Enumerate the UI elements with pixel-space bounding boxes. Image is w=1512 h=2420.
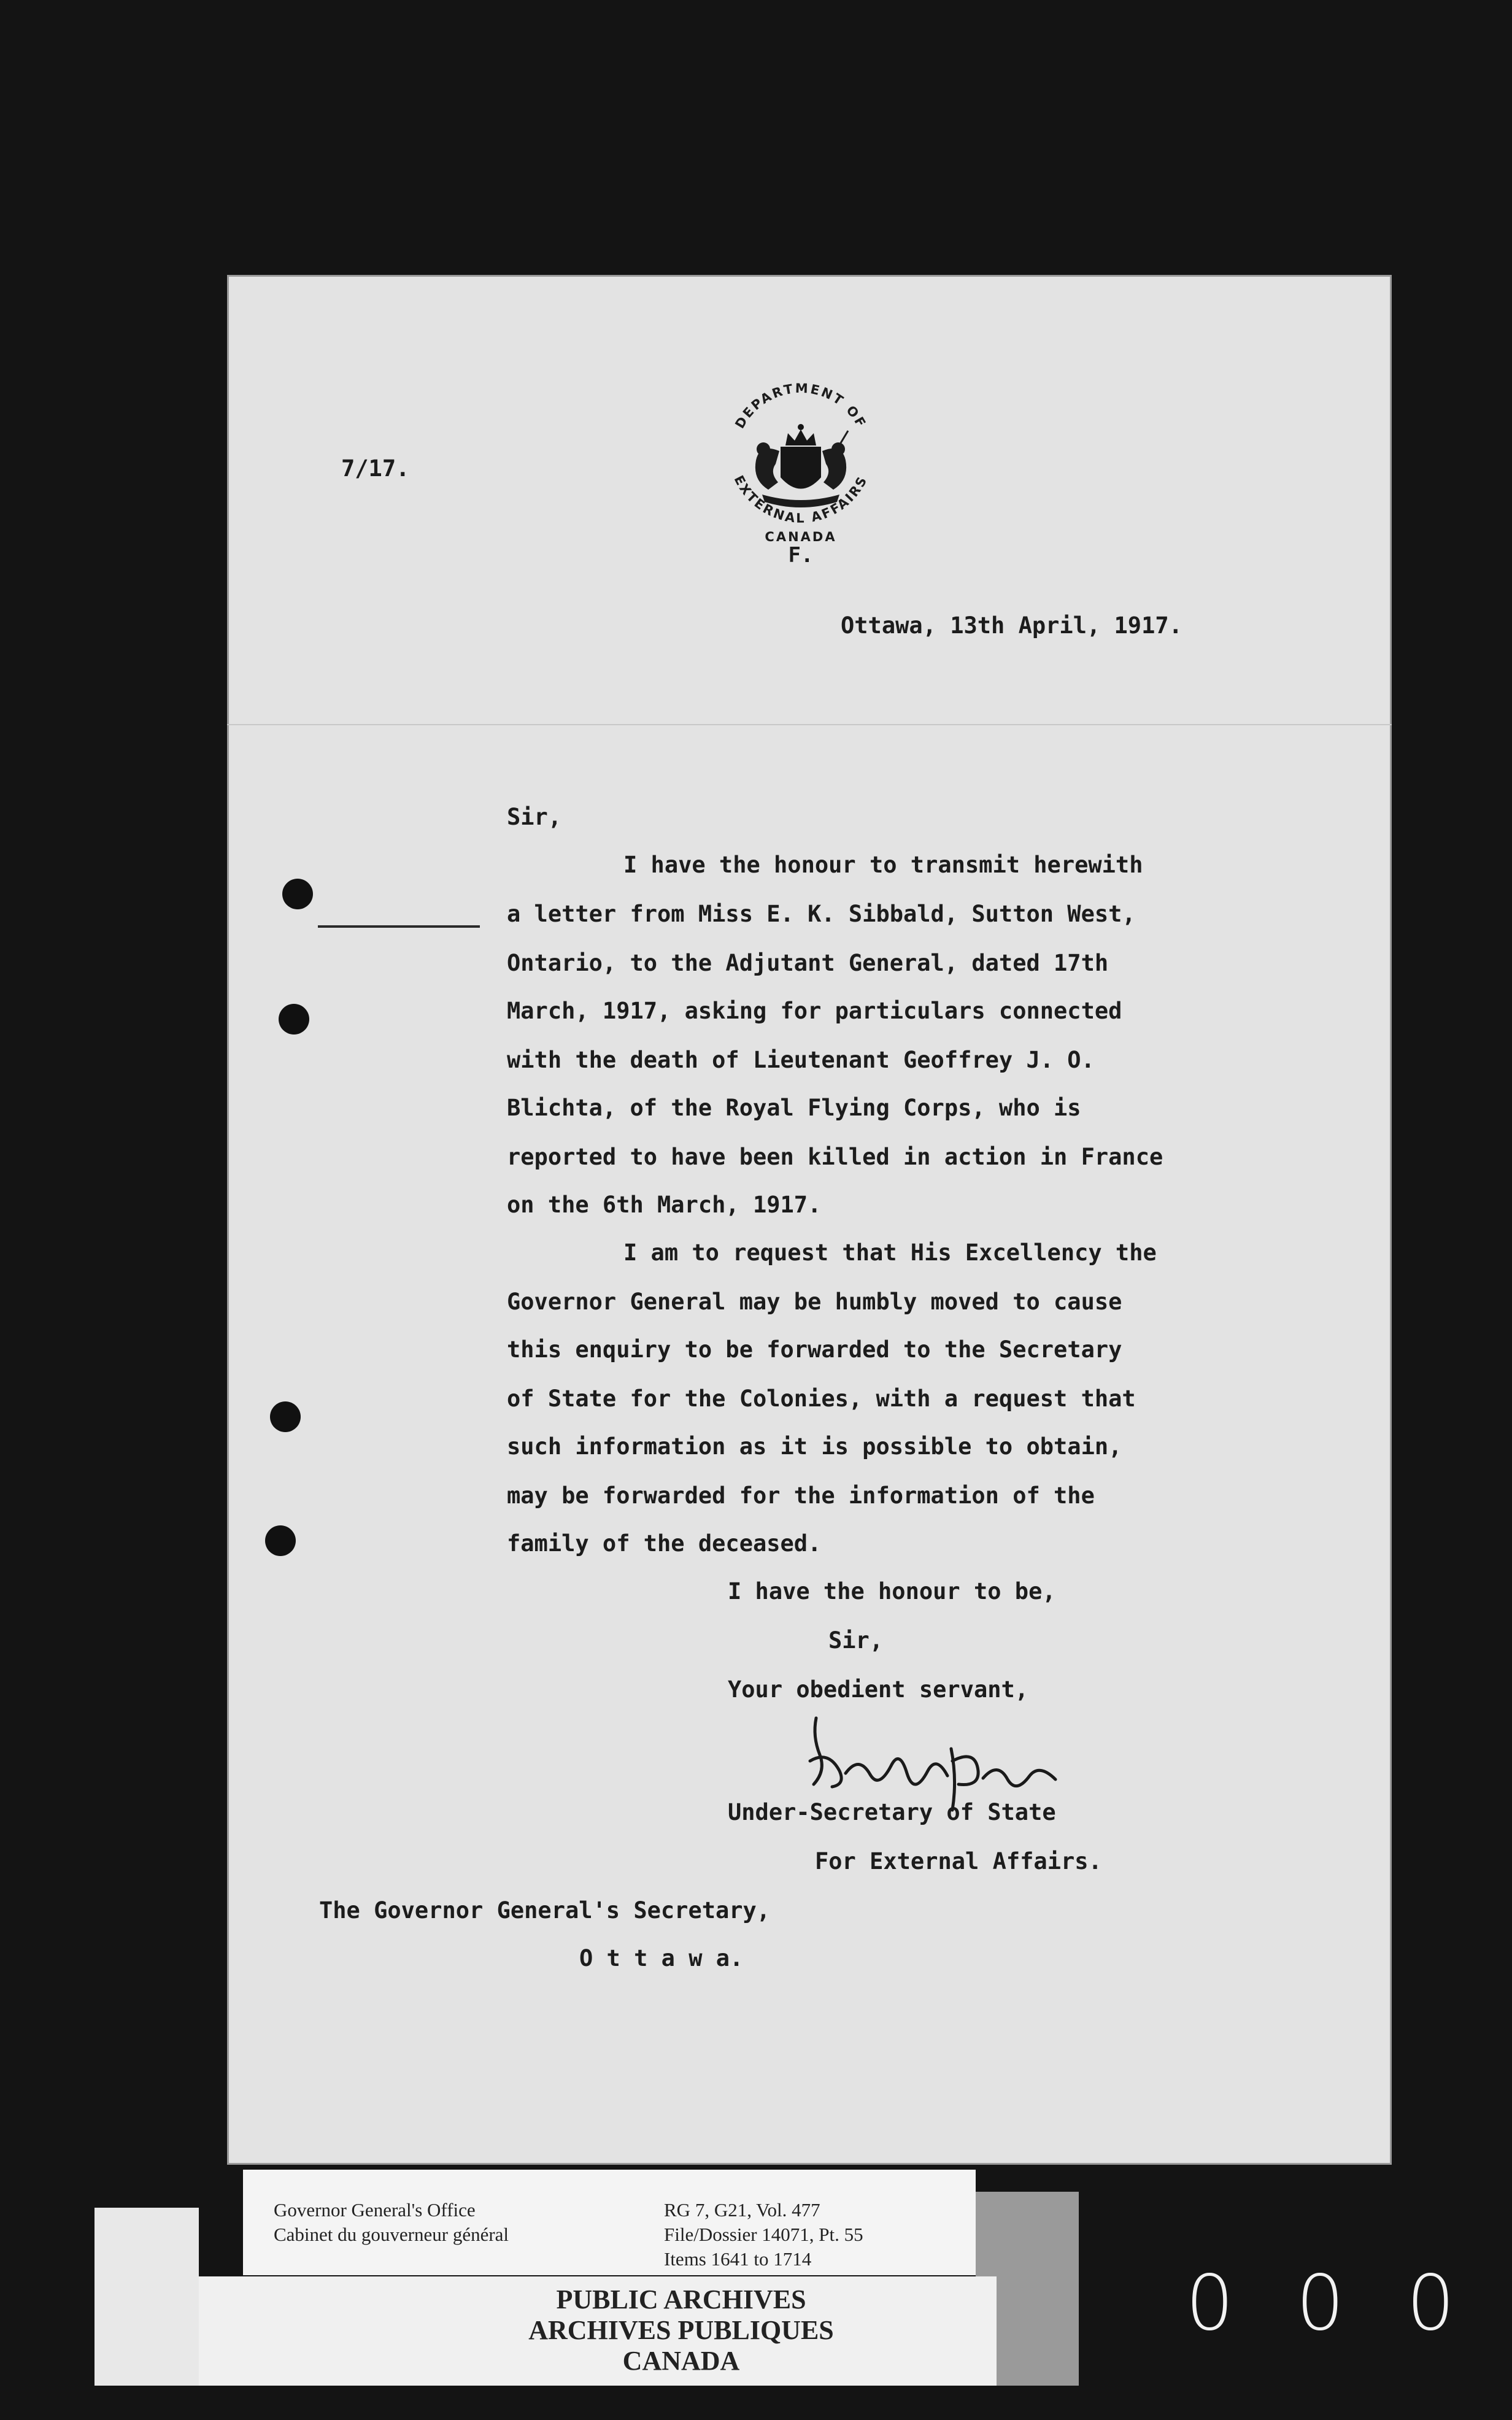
body-line: reported to have been killed in action in France <box>507 1144 1163 1170</box>
archive-stamp-line: ARCHIVES PUBLIQUES <box>528 2315 834 2345</box>
archive-label <box>243 2170 976 2275</box>
body-line: may be forwarded for the information of the <box>507 1482 1095 1509</box>
punch-hole <box>265 1525 296 1556</box>
archive-stamp-line: CANADA <box>622 2346 740 2376</box>
body-line: with the death of Lieutenant Geoffrey J. O. <box>507 1047 1095 1073</box>
punch-hole <box>279 1004 309 1035</box>
body-line: I have the honour to transmit herewith <box>623 852 1143 878</box>
addressee-city: O t t a w a. <box>579 1945 744 1971</box>
body-line: I am to request that His Excellency the <box>623 1239 1157 1266</box>
closing-line: Your obedient servant, <box>728 1676 1029 1703</box>
addressee-line: The Governor General's Secretary, <box>319 1897 771 1924</box>
body-line: a letter from Miss E. K. Sibbald, Sutton West, <box>507 901 1136 927</box>
closing-line: Sir, <box>828 1627 884 1654</box>
body-line: of State for the Colonies, with a request that <box>507 1385 1136 1412</box>
body-line: Governor General may be humbly moved to cause <box>507 1289 1122 1315</box>
frame-counter-digit: 0 <box>1296 2259 1344 2348</box>
body-line: such information as it is possible to obtain, <box>507 1433 1122 1460</box>
fold-line <box>227 724 1392 725</box>
body-line: on the 6th March, 1917. <box>507 1192 822 1218</box>
frame-counter-digit: 0 <box>1406 2259 1455 2348</box>
label-items: Items 1641 to 1714 <box>664 2248 812 2270</box>
body-line: family of the deceased. <box>507 1530 822 1557</box>
punch-hole <box>270 1401 301 1432</box>
label-reference: RG 7, G21, Vol. 477 <box>664 2199 820 2221</box>
file-reference: 7/17. <box>341 455 410 482</box>
signatory-title: For External Affairs. <box>815 1848 1102 1875</box>
salutation: Sir, <box>507 804 562 830</box>
department-crest-logo <box>712 374 890 571</box>
dateline: Ottawa, 13th April, 1917. <box>841 612 1182 639</box>
crest-country: CANADA <box>765 530 837 544</box>
body-line: March, 1917, asking for particulars connected <box>507 998 1122 1024</box>
crest-arc-top: DEPARTMENT OF <box>732 380 870 431</box>
label-office-en: Governor General's Office <box>274 2199 476 2221</box>
closing-line: I have the honour to be, <box>728 1578 1056 1605</box>
signatory-title: Under-Secretary of State <box>728 1799 1056 1825</box>
crest-arc-bottom: EXTERNAL AFFAIRS <box>731 472 871 526</box>
svg-text:DEPARTMENT OF <box>732 381 869 431</box>
label-office-fr: Cabinet du gouverneur général <box>274 2224 509 2245</box>
label-backing <box>94 2208 199 2386</box>
body-line: Ontario, to the Adjutant General, dated 17th <box>507 950 1109 976</box>
margin-pencil-mark <box>318 925 480 928</box>
frame-counter-digit: 0 <box>1186 2259 1234 2348</box>
label-file: File/Dossier 14071, Pt. 55 <box>664 2224 863 2245</box>
body-line: this enquiry to be forwarded to the Secretary <box>507 1336 1122 1363</box>
punch-hole <box>282 879 313 909</box>
crest-initial: F. <box>788 543 814 568</box>
archive-stamp-line: PUBLIC ARCHIVES <box>556 2284 806 2314</box>
body-line: Blichta, of the Royal Flying Corps, who is <box>507 1095 1081 1121</box>
